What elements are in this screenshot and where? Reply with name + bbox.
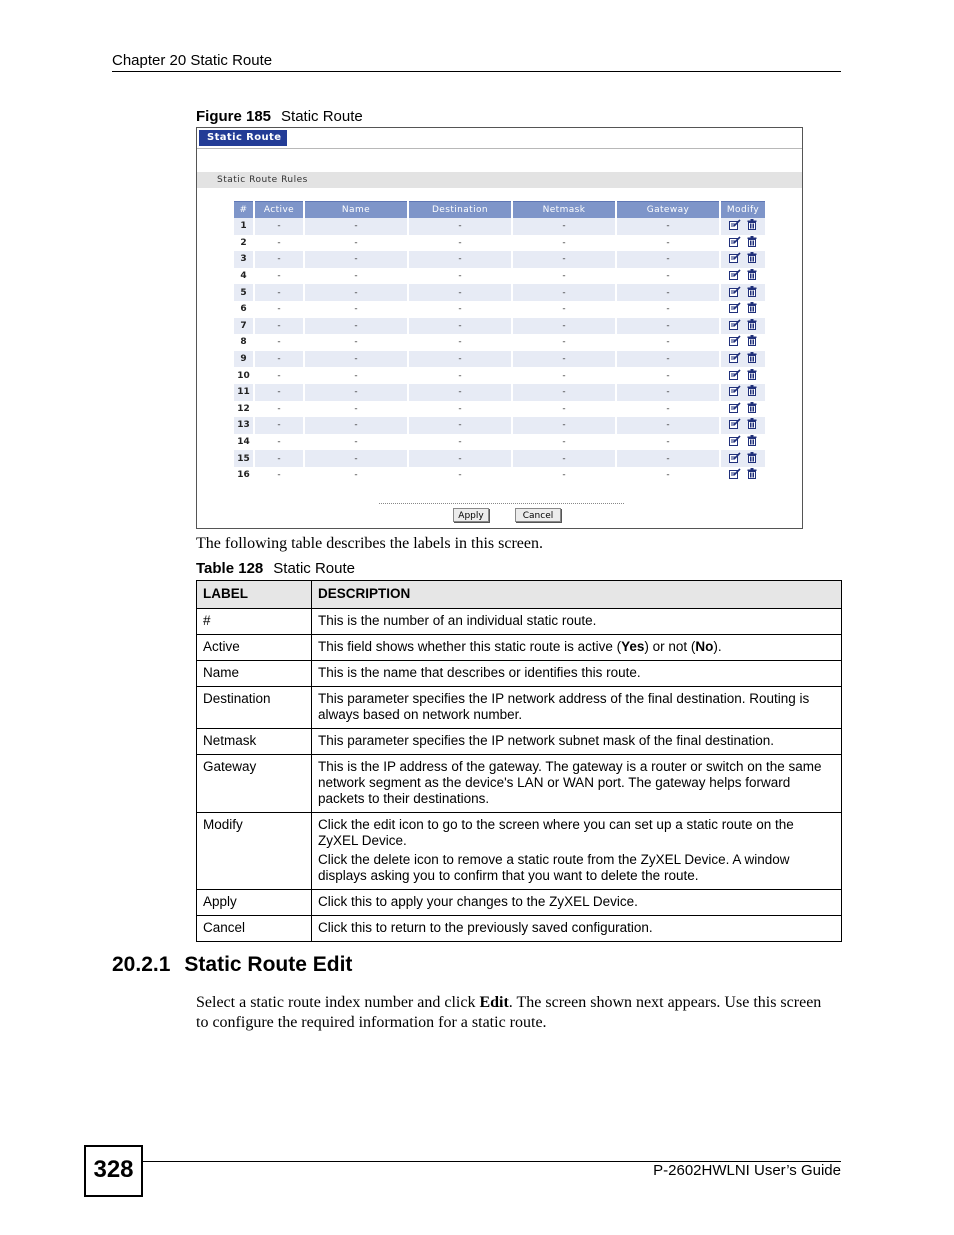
section-body-text — [196, 993, 836, 1033]
description-row-text — [312, 729, 842, 755]
delete-icon[interactable] — [747, 269, 757, 283]
route-row — [234, 384, 765, 401]
route-cell-modify — [721, 417, 765, 434]
description-paragraph: This is the number of an individual static route. — [318, 613, 597, 628]
description-row-text — [312, 635, 842, 661]
description-paragraph: Click the delete icon to remove a static route from the ZyXEL Device. A window displays asking you to confirm that you want to delete the route. — [318, 852, 790, 883]
route-cell-num: 3 — [234, 251, 253, 268]
route-cell-num: 15 — [234, 450, 253, 467]
edit-icon[interactable] — [729, 402, 741, 416]
delete-icon[interactable] — [747, 418, 757, 432]
route-cell-netmask: - — [562, 370, 566, 381]
section-title: Static Route Edit — [184, 953, 353, 976]
guide-title: P-2602HWLNI User’s Guide — [653, 1162, 841, 1179]
route-cell-modify — [721, 434, 765, 451]
delete-icon[interactable] — [747, 468, 757, 482]
route-cell-netmask: - — [513, 450, 615, 467]
column-header-modify: Modify — [721, 201, 765, 218]
route-row — [234, 235, 765, 252]
route-cell-active: - — [255, 284, 303, 301]
body-text-start: Select a static route index number and click — [196, 994, 480, 1011]
route-cell-name: - — [305, 251, 407, 268]
route-cell-name: - — [354, 403, 358, 414]
description-paragraph: Click this to apply your changes to the ZyXEL Device. — [318, 894, 638, 909]
description-paragraph: This is the name that describes or identifies this route. — [318, 665, 641, 680]
description-row-text — [312, 687, 842, 729]
route-cell-destination: - — [458, 470, 462, 481]
route-cell-netmask: - — [513, 417, 615, 434]
description-row-label: Apply — [197, 890, 312, 916]
route-cell-name: - — [354, 271, 358, 282]
description-table-body — [197, 609, 842, 942]
route-cell-active: - — [277, 403, 281, 414]
chapter-header: Chapter 20 Static Route — [112, 52, 273, 69]
route-cell-gateway: - — [617, 251, 719, 268]
route-cell-num: 13 — [234, 417, 253, 434]
route-cell-gateway: - — [666, 370, 670, 381]
column-header-destination: Destination — [409, 201, 511, 218]
description-row-text — [312, 755, 842, 813]
delete-icon[interactable] — [747, 452, 757, 466]
route-cell-name: - — [354, 370, 358, 381]
description-row-label: Destination — [197, 687, 312, 729]
description-row — [197, 890, 842, 916]
route-cell-gateway: - — [666, 337, 670, 348]
route-cell-modify — [721, 268, 765, 285]
route-cell-modify — [721, 334, 765, 351]
edit-icon[interactable] — [729, 418, 741, 432]
route-cell-modify — [721, 450, 765, 467]
static-route-rules-table — [232, 201, 767, 484]
route-cell-num: 6 — [240, 304, 247, 315]
route-cell-name: - — [354, 304, 358, 315]
description-row — [197, 609, 842, 635]
route-cell-active: - — [255, 318, 303, 335]
section-heading — [112, 953, 366, 977]
description-paragraph: This parameter specifies the IP network subnet mask of the final destination. — [318, 733, 774, 748]
body-text-end: . The screen shown next appears. Use this screen to configure the required information for a static route. — [196, 994, 822, 1031]
route-cell-destination: - — [409, 284, 511, 301]
route-cell-netmask: - — [562, 337, 566, 348]
route-cell-gateway: - — [666, 304, 670, 315]
description-row — [197, 813, 842, 890]
route-cell-active: - — [277, 437, 281, 448]
description-row-label: Gateway — [197, 755, 312, 813]
route-cell-active: - — [277, 271, 281, 282]
route-cell-gateway: - — [617, 417, 719, 434]
description-row-text — [312, 813, 842, 890]
column-header-netmask: Netmask — [513, 201, 615, 218]
route-cell-destination: - — [409, 417, 511, 434]
route-row — [234, 367, 765, 384]
delete-icon[interactable] — [747, 402, 757, 416]
route-row — [234, 450, 765, 467]
description-paragraph: This field shows whether this static route is active (Yes) or not (No). — [318, 639, 722, 654]
rules-table-body — [234, 218, 765, 484]
description-row-label: Active — [197, 635, 312, 661]
route-cell-num: 5 — [234, 284, 253, 301]
route-cell-gateway: - — [666, 403, 670, 414]
delete-icon[interactable] — [747, 252, 757, 266]
route-cell-num: 7 — [234, 318, 253, 335]
route-cell-name: - — [305, 417, 407, 434]
route-row — [234, 251, 765, 268]
route-cell-name: - — [354, 237, 358, 248]
description-row — [197, 635, 842, 661]
route-row — [234, 301, 765, 318]
description-row — [197, 755, 842, 813]
route-cell-gateway: - — [617, 384, 719, 401]
table-caption — [196, 560, 355, 577]
route-row — [234, 334, 765, 351]
edit-icon[interactable] — [729, 252, 741, 266]
route-cell-destination: - — [458, 370, 462, 381]
description-row — [197, 729, 842, 755]
edit-icon[interactable] — [729, 302, 741, 316]
route-cell-destination: - — [409, 218, 511, 235]
delete-icon[interactable] — [747, 286, 757, 300]
tab-static-route[interactable]: Static Route — [199, 130, 287, 146]
route-row — [234, 401, 765, 418]
delete-icon[interactable] — [747, 435, 757, 449]
description-row — [197, 661, 842, 687]
apply-button[interactable]: Apply — [453, 508, 489, 522]
route-cell-modify — [721, 467, 765, 484]
header-description: DESCRIPTION — [312, 581, 842, 609]
route-cell-num: 11 — [234, 384, 253, 401]
route-cell-name: - — [305, 351, 407, 368]
route-cell-modify — [721, 318, 765, 335]
route-row — [234, 351, 765, 368]
description-row — [197, 916, 842, 942]
description-paragraph: Click this to return to the previously saved configuration. — [318, 920, 653, 935]
route-cell-destination: - — [458, 237, 462, 248]
label-description-table — [196, 580, 842, 942]
description-paragraph: Click the edit icon to go to the screen where you can set up a static route on the ZyXEL Device. — [318, 817, 794, 848]
route-cell-modify — [721, 384, 765, 401]
route-cell-active: - — [255, 251, 303, 268]
route-cell-gateway: - — [666, 437, 670, 448]
route-row — [234, 218, 765, 235]
route-cell-active: - — [255, 218, 303, 235]
description-row — [197, 687, 842, 729]
column-header-gateway: Gateway — [617, 201, 719, 218]
edit-icon[interactable] — [729, 468, 741, 482]
delete-icon[interactable] — [747, 219, 757, 233]
edit-icon[interactable] — [729, 385, 741, 399]
route-cell-netmask: - — [513, 251, 615, 268]
route-cell-name: - — [354, 337, 358, 348]
route-row — [234, 284, 765, 301]
route-cell-netmask: - — [513, 218, 615, 235]
route-cell-active: - — [277, 370, 281, 381]
edit-icon[interactable] — [729, 219, 741, 233]
table-label: Table 128 — [196, 560, 264, 577]
route-row — [234, 318, 765, 335]
description-row-label: # — [197, 609, 312, 635]
delete-icon[interactable] — [747, 369, 757, 383]
table-title: Static Route — [273, 560, 355, 577]
route-cell-name: - — [305, 284, 407, 301]
delete-icon[interactable] — [747, 302, 757, 316]
route-cell-num: 10 — [237, 370, 250, 381]
route-cell-netmask: - — [513, 384, 615, 401]
edit-icon[interactable] — [729, 269, 741, 283]
route-cell-netmask: - — [513, 284, 615, 301]
edit-icon[interactable] — [729, 452, 741, 466]
route-cell-gateway: - — [617, 318, 719, 335]
route-cell-destination: - — [458, 403, 462, 414]
route-cell-modify — [721, 218, 765, 235]
route-cell-gateway: - — [617, 284, 719, 301]
edit-icon[interactable] — [729, 352, 741, 366]
delete-icon[interactable] — [747, 236, 757, 250]
route-cell-num: 4 — [240, 271, 247, 282]
route-cell-destination: - — [458, 337, 462, 348]
page-number: 328 — [84, 1145, 143, 1197]
edit-icon[interactable] — [729, 435, 741, 449]
description-row-text — [312, 916, 842, 942]
route-cell-num: 12 — [237, 403, 250, 414]
description-row-label: Cancel — [197, 916, 312, 942]
description-row-label: Netmask — [197, 729, 312, 755]
delete-icon[interactable] — [747, 319, 757, 333]
route-cell-destination: - — [409, 450, 511, 467]
route-cell-gateway: - — [666, 470, 670, 481]
delete-icon[interactable] — [747, 385, 757, 399]
header-label: LABEL — [197, 581, 312, 609]
route-row — [234, 467, 765, 484]
route-cell-gateway: - — [617, 351, 719, 368]
dotted-divider — [379, 503, 624, 504]
description-row-text — [312, 661, 842, 687]
tab-bar — [197, 128, 802, 149]
route-cell-gateway: - — [666, 271, 670, 282]
edit-icon[interactable] — [729, 286, 741, 300]
cancel-button[interactable]: Cancel — [515, 508, 561, 522]
figure-title: Static Route — [281, 108, 363, 125]
route-cell-destination: - — [409, 351, 511, 368]
description-row-text — [312, 890, 842, 916]
description-row-label: Modify — [197, 813, 312, 890]
description-paragraph: This is the IP address of the gateway. The gateway is a router or switch on the same network segment as the device's LAN or WAN port. The gateway helps forward packets to their destinations. — [318, 759, 822, 806]
route-cell-netmask: - — [513, 351, 615, 368]
rules-table-header — [234, 201, 765, 218]
route-cell-name: - — [354, 437, 358, 448]
section-number: 20.2.1 — [112, 953, 171, 976]
column-header-active: Active — [255, 201, 303, 218]
route-row — [234, 268, 765, 285]
route-cell-active: - — [255, 417, 303, 434]
route-cell-destination: - — [458, 271, 462, 282]
column-header-number: # — [234, 201, 253, 218]
description-paragraph: This parameter specifies the IP network address of the final destination. Routing is always based on network number. — [318, 691, 810, 722]
body-text-edit-bold: Edit — [479, 994, 509, 1011]
route-cell-gateway: - — [666, 237, 670, 248]
route-cell-destination: - — [458, 304, 462, 315]
edit-icon[interactable] — [729, 335, 741, 349]
route-cell-name: - — [305, 218, 407, 235]
description-row-text — [312, 609, 842, 635]
route-cell-netmask: - — [562, 403, 566, 414]
route-cell-netmask: - — [562, 304, 566, 315]
route-cell-name: - — [305, 318, 407, 335]
route-cell-num: 9 — [234, 351, 253, 368]
route-cell-gateway: - — [617, 450, 719, 467]
route-cell-num: 8 — [240, 337, 247, 348]
route-cell-modify — [721, 367, 765, 384]
route-cell-name: - — [305, 384, 407, 401]
route-cell-active: - — [277, 237, 281, 248]
route-cell-destination: - — [409, 318, 511, 335]
route-cell-netmask: - — [562, 237, 566, 248]
route-cell-destination: - — [409, 384, 511, 401]
delete-icon[interactable] — [747, 352, 757, 366]
route-cell-gateway: - — [617, 218, 719, 235]
route-cell-active: - — [255, 384, 303, 401]
route-cell-modify — [721, 351, 765, 368]
route-cell-modify — [721, 284, 765, 301]
route-cell-num: 16 — [237, 470, 250, 481]
route-cell-active: - — [277, 470, 281, 481]
route-cell-name: - — [305, 450, 407, 467]
route-cell-modify — [721, 301, 765, 318]
route-cell-modify — [721, 401, 765, 418]
route-cell-active: - — [255, 351, 303, 368]
route-row — [234, 434, 765, 451]
static-route-screenshot — [196, 127, 803, 529]
route-cell-num: 2 — [240, 237, 247, 248]
route-cell-modify — [721, 235, 765, 252]
route-row — [234, 417, 765, 434]
route-cell-name: - — [354, 470, 358, 481]
description-table-header — [197, 581, 842, 609]
route-cell-netmask: - — [562, 437, 566, 448]
route-cell-active: - — [255, 450, 303, 467]
description-row-label: Name — [197, 661, 312, 687]
route-cell-netmask: - — [513, 318, 615, 335]
route-cell-destination: - — [458, 437, 462, 448]
edit-icon[interactable] — [729, 319, 741, 333]
header-rule — [112, 71, 841, 72]
intro-text: The following table describes the labels in this screen. — [196, 535, 544, 552]
route-cell-num: 1 — [234, 218, 253, 235]
figure-caption — [196, 108, 363, 125]
section-header-static-route-rules: Static Route Rules — [197, 172, 802, 188]
route-cell-destination: - — [409, 251, 511, 268]
route-cell-num: 14 — [237, 437, 250, 448]
route-cell-netmask: - — [562, 271, 566, 282]
route-cell-modify — [721, 251, 765, 268]
delete-icon[interactable] — [747, 335, 757, 349]
edit-icon[interactable] — [729, 369, 741, 383]
edit-icon[interactable] — [729, 236, 741, 250]
column-header-name: Name — [305, 201, 407, 218]
route-cell-active: - — [277, 304, 281, 315]
figure-label: Figure 185 — [196, 108, 272, 125]
route-cell-netmask: - — [562, 470, 566, 481]
route-cell-active: - — [277, 337, 281, 348]
